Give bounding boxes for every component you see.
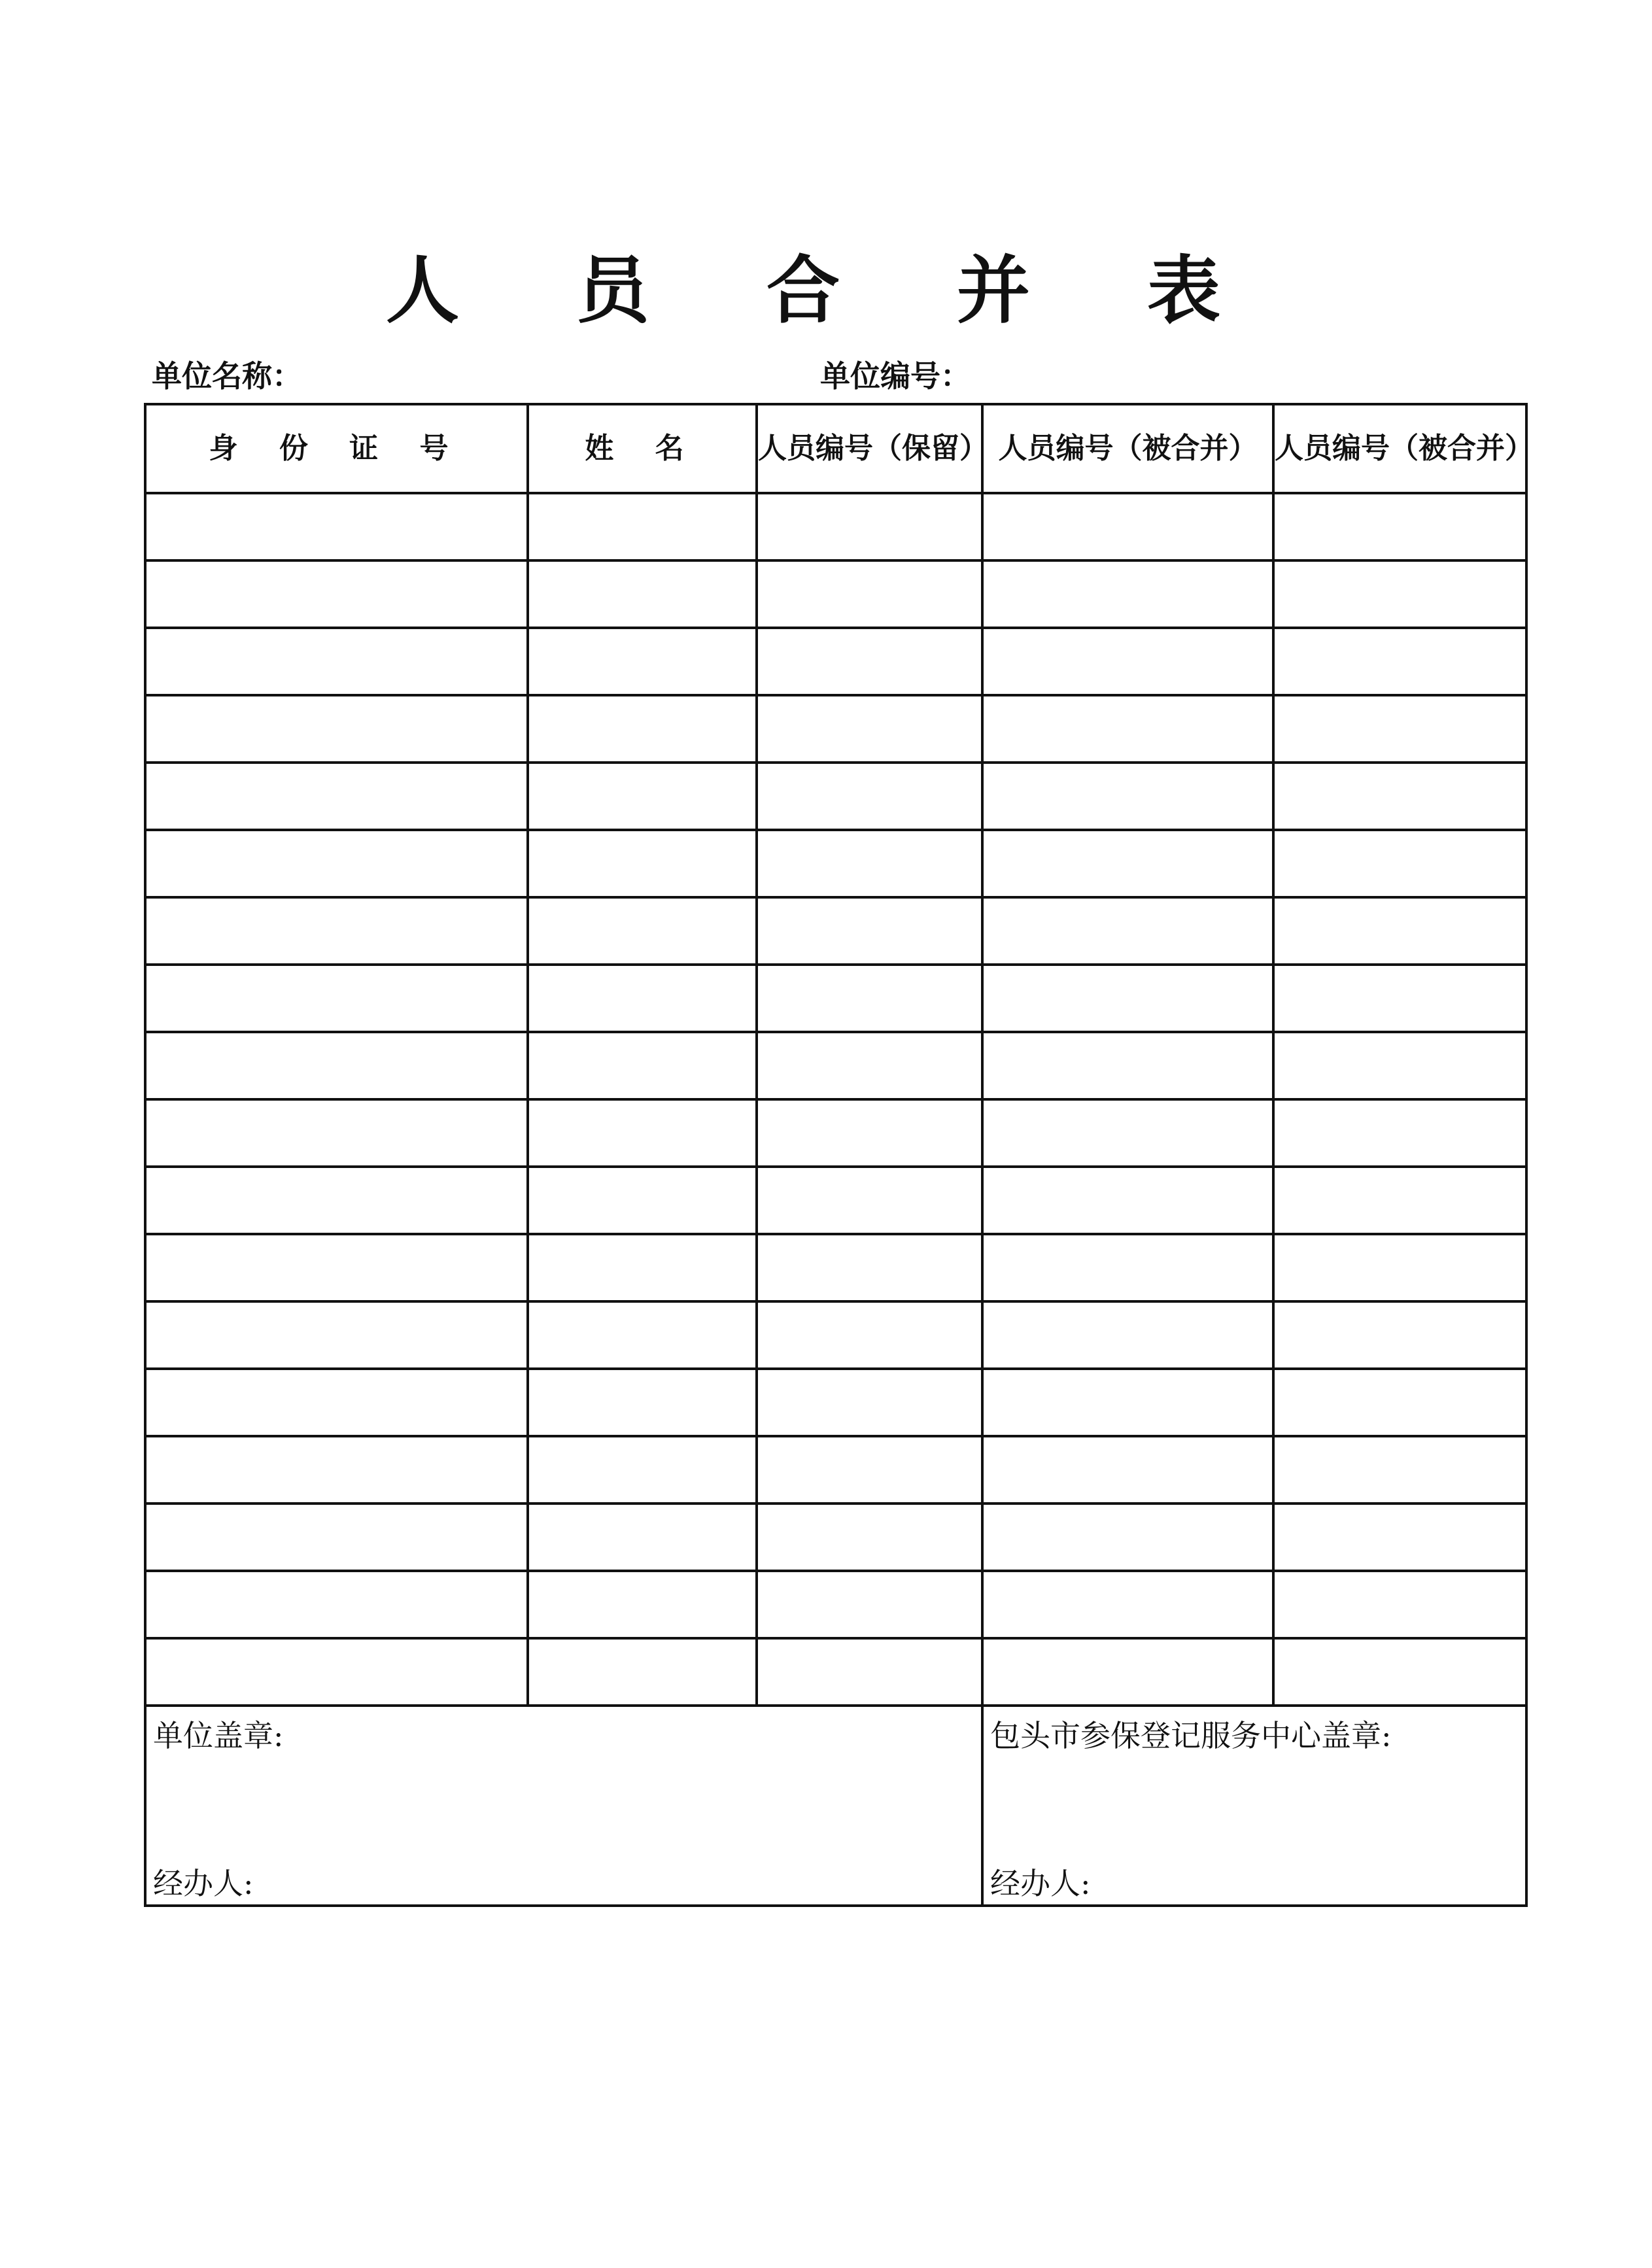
cell-id-merged-2[interactable]	[1273, 1503, 1526, 1571]
cell-name[interactable]	[528, 830, 757, 897]
cell-id-kept[interactable]	[757, 897, 982, 965]
cell-id-number[interactable]	[145, 493, 528, 560]
header-id-kept: 人员编号（保留）	[757, 404, 982, 493]
table-row	[145, 1032, 1526, 1099]
cell-name[interactable]	[528, 628, 757, 695]
cell-id-merged-1[interactable]	[982, 1167, 1273, 1234]
cell-id-merged-2[interactable]	[1273, 560, 1526, 628]
cell-id-merged-2[interactable]	[1273, 1638, 1526, 1706]
cell-id-merged-2[interactable]	[1273, 493, 1526, 560]
cell-id-merged-1[interactable]	[982, 763, 1273, 830]
cell-id-merged-2[interactable]	[1273, 965, 1526, 1032]
cell-name[interactable]	[528, 695, 757, 763]
cell-name[interactable]	[528, 1099, 757, 1167]
cell-id-number[interactable]	[145, 830, 528, 897]
cell-name[interactable]	[528, 1301, 757, 1369]
unit-code-label: 单位编号：	[820, 358, 971, 394]
cell-name[interactable]	[528, 1638, 757, 1706]
cell-id-merged-2[interactable]	[1273, 1369, 1526, 1436]
table-row	[145, 1503, 1526, 1571]
cell-id-merged-1[interactable]	[982, 1234, 1273, 1301]
table-row	[145, 493, 1526, 560]
cell-name[interactable]	[528, 897, 757, 965]
cell-id-merged-1[interactable]	[982, 1571, 1273, 1638]
header-row	[145, 404, 1526, 493]
cell-id-kept[interactable]	[757, 695, 982, 763]
center-handler-label: 经办人:	[990, 1866, 1091, 1901]
cell-id-kept[interactable]	[757, 965, 982, 1032]
cell-id-merged-2[interactable]	[1273, 1571, 1526, 1638]
unit-name-label: 单位名称：	[152, 358, 302, 394]
table-row	[145, 965, 1526, 1032]
cell-id-kept[interactable]	[757, 493, 982, 560]
cell-id-number[interactable]	[145, 1503, 528, 1571]
unit-seal-label: 单位盖章:	[153, 1718, 284, 1753]
table-row	[145, 897, 1526, 965]
cell-id-kept[interactable]	[757, 628, 982, 695]
cell-id-merged-2[interactable]	[1273, 695, 1526, 763]
cell-id-kept[interactable]	[757, 830, 982, 897]
cell-id-merged-1[interactable]	[982, 1301, 1273, 1369]
cell-name[interactable]	[528, 1167, 757, 1234]
table-row	[145, 1234, 1526, 1301]
table-row	[145, 763, 1526, 830]
cell-id-kept[interactable]	[757, 1436, 982, 1503]
header-id-merged-2: 人员编号（被合并）	[1273, 404, 1526, 493]
cell-name[interactable]	[528, 1436, 757, 1503]
cell-id-merged-2[interactable]	[1273, 830, 1526, 897]
cell-id-number[interactable]	[145, 1369, 528, 1436]
cell-id-merged-1[interactable]	[982, 493, 1273, 560]
cell-id-number[interactable]	[145, 1167, 528, 1234]
table-row	[145, 1099, 1526, 1167]
cell-id-kept[interactable]	[757, 1571, 982, 1638]
cell-id-merged-2[interactable]	[1273, 1099, 1526, 1167]
table-row	[145, 1571, 1526, 1638]
header-id-number: 身 份 证 号	[145, 404, 528, 493]
cell-name[interactable]	[528, 965, 757, 1032]
cell-id-merged-1[interactable]	[982, 695, 1273, 763]
cell-id-merged-1[interactable]	[982, 560, 1273, 628]
cell-id-number[interactable]	[145, 695, 528, 763]
cell-id-merged-2[interactable]	[1273, 628, 1526, 695]
table-row	[145, 628, 1526, 695]
cell-id-merged-1[interactable]	[982, 965, 1273, 1032]
cell-id-number[interactable]	[145, 1099, 528, 1167]
merge-table	[144, 403, 1534, 1907]
cell-id-kept[interactable]	[757, 1638, 982, 1706]
center-seal-cell	[982, 1706, 1526, 1906]
center-seal-label: 包头市参保登记服务中心盖章:	[990, 1718, 1392, 1753]
header-id-merged-1: 人员编号（被合并）	[982, 404, 1273, 493]
cell-id-number[interactable]	[145, 1032, 528, 1099]
cell-id-merged-1[interactable]	[982, 1369, 1273, 1436]
cell-id-merged-2[interactable]	[1273, 1234, 1526, 1301]
cell-id-kept[interactable]	[757, 1234, 982, 1301]
cell-id-merged-1[interactable]	[982, 897, 1273, 965]
unit-handler-label: 经办人:	[153, 1866, 254, 1901]
table-row	[145, 560, 1526, 628]
cell-name[interactable]	[528, 1234, 757, 1301]
cell-id-number[interactable]	[145, 763, 528, 830]
cell-id-kept[interactable]	[757, 763, 982, 830]
cell-id-number[interactable]	[145, 1436, 528, 1503]
cell-id-number[interactable]	[145, 897, 528, 965]
cell-id-kept[interactable]	[757, 1032, 982, 1099]
table-row	[145, 1369, 1526, 1436]
table-row	[145, 1167, 1526, 1234]
cell-id-number[interactable]	[145, 965, 528, 1032]
cell-id-merged-2[interactable]	[1273, 1032, 1526, 1099]
table-row	[145, 1301, 1526, 1369]
cell-name[interactable]	[528, 1503, 757, 1571]
cell-id-kept[interactable]	[757, 1503, 982, 1571]
table-row	[145, 1436, 1526, 1503]
cell-id-kept[interactable]	[757, 1301, 982, 1369]
cell-id-merged-1[interactable]	[982, 628, 1273, 695]
table-row	[145, 695, 1526, 763]
cell-name[interactable]	[528, 560, 757, 628]
form-title: 人 员 合 并 表	[386, 248, 1266, 334]
cell-id-merged-1[interactable]	[982, 830, 1273, 897]
cell-id-merged-1[interactable]	[982, 1436, 1273, 1503]
cell-id-merged-2[interactable]	[1273, 1436, 1526, 1503]
cell-id-kept[interactable]	[757, 1167, 982, 1234]
cell-id-number[interactable]	[145, 628, 528, 695]
unit-seal-cell	[145, 1706, 982, 1906]
cell-id-merged-2[interactable]	[1273, 897, 1526, 965]
cell-id-merged-1[interactable]	[982, 1638, 1273, 1706]
cell-id-kept[interactable]	[757, 1369, 982, 1436]
cell-id-number[interactable]	[145, 560, 528, 628]
table-row	[145, 830, 1526, 897]
cell-id-number[interactable]	[145, 1571, 528, 1638]
cell-id-merged-2[interactable]	[1273, 763, 1526, 830]
cell-id-merged-1[interactable]	[982, 1503, 1273, 1571]
cell-id-merged-2[interactable]	[1273, 1301, 1526, 1369]
footer-row	[145, 1706, 1526, 1906]
cell-id-merged-1[interactable]	[982, 1032, 1273, 1099]
header-name: 姓 名	[528, 404, 757, 493]
cell-name[interactable]	[528, 1571, 757, 1638]
cell-name[interactable]	[528, 763, 757, 830]
cell-id-kept[interactable]	[757, 1099, 982, 1167]
cell-name[interactable]	[528, 1369, 757, 1436]
cell-id-kept[interactable]	[757, 560, 982, 628]
cell-name[interactable]	[528, 493, 757, 560]
cell-id-merged-1[interactable]	[982, 1099, 1273, 1167]
table-body	[145, 493, 1526, 1906]
table-row	[145, 1638, 1526, 1706]
cell-name[interactable]	[528, 1032, 757, 1099]
cell-id-number[interactable]	[145, 1301, 528, 1369]
cell-id-number[interactable]	[145, 1638, 528, 1706]
cell-id-number[interactable]	[145, 1234, 528, 1301]
cell-id-merged-2[interactable]	[1273, 1167, 1526, 1234]
